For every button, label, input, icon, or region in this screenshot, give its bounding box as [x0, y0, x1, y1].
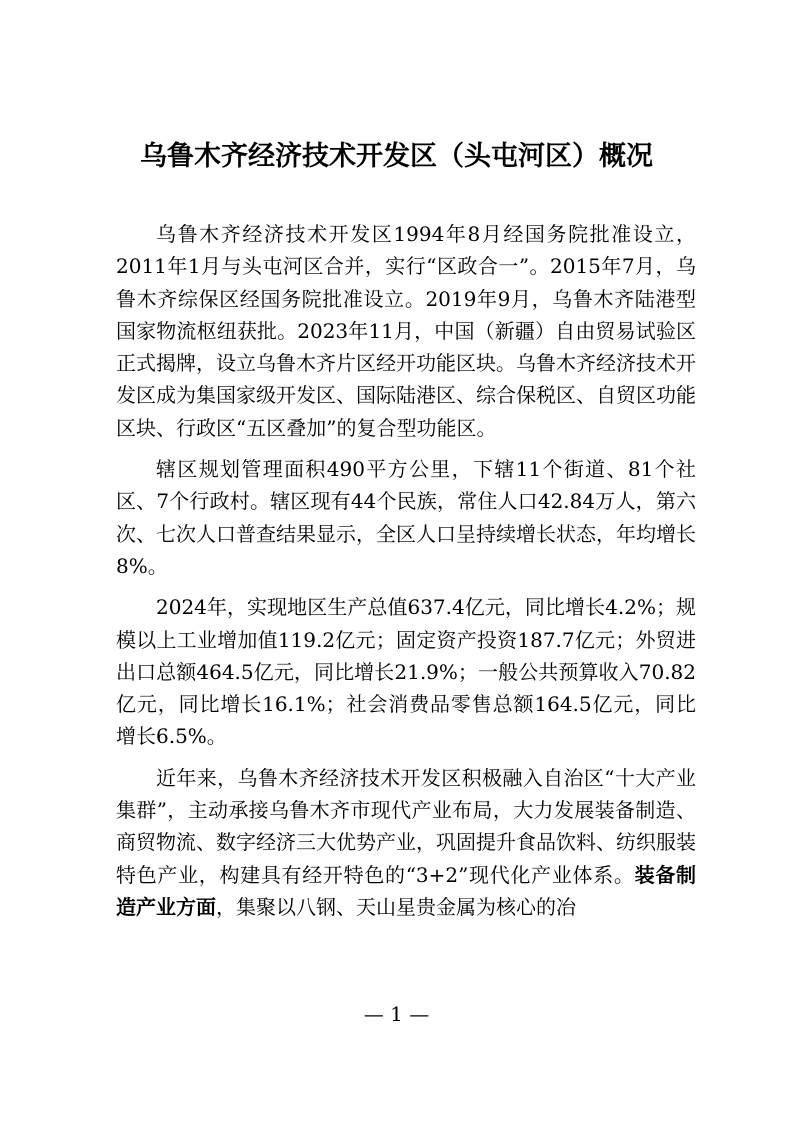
paragraph-economy-2024: 2024年，实现地区生产总值637.4亿元，同比增长4.2%；规模以上工业增加值119.2亿元；固定资产投资187.7亿元；外贸进出口总额464.5亿元，同比增长21.9%；一般公共预算收入70.82亿元，同比增长16.1%；社会消费品零售总额164.5亿元，同比增长6.5%。: [116, 595, 696, 749]
paragraph-industry-text: 近年来，乌鲁木齐经济技术开发区积极融入自治区“十大产业集群”，主动承接乌鲁木齐市现代产业布局，大力发展装备制造、商贸物流、数字经济三大优势产业，巩固提升食品饮料、纺织服装特色产业，构建具有经开特色的“3+2”现代化产业体系。: [116, 765, 696, 887]
paragraph-area-population: 辖区规划管理面积490平方公里，下辖11个街道、81个社区、7个行政村。辖区现有44个民族，常住人口42.84万人，第六次、七次人口普查结果显示，全区人口呈持续增长状态，年均增长8%。: [116, 457, 696, 578]
paragraph-industry-continuation: ，集聚以八钢、天山星贵金属为核心的冶: [216, 894, 576, 919]
paragraph-industry-bold-heading: 装备制造产业方面: [116, 862, 697, 919]
paragraph-industry: [116, 762, 696, 923]
page-number: — 1 —: [363, 1002, 430, 1026]
paragraph-overview: 乌鲁木齐经济技术开发区1994年8月经国务院批准设立，2011年1月与头屯河区合并，实行“区政合一”。2015年7月，乌鲁木齐综保区经国务院批准设立。2019年9月，乌鲁木齐陆港型国家物流枢纽获批。2023年11月，中国（新疆）自由贸易试验区正式揭牌，设立乌鲁木齐片区经开功能区块。乌鲁木齐经济技术开发区成为集国家级开发区、国际陆港区、综合保税区、自贸区功能区块、行政区“五区叠加”的复合型功能区。: [116, 222, 696, 440]
document-title: 乌鲁木齐经济技术开发区（头屯河区）概况: [140, 141, 653, 172]
document-body: [116, 218, 696, 932]
